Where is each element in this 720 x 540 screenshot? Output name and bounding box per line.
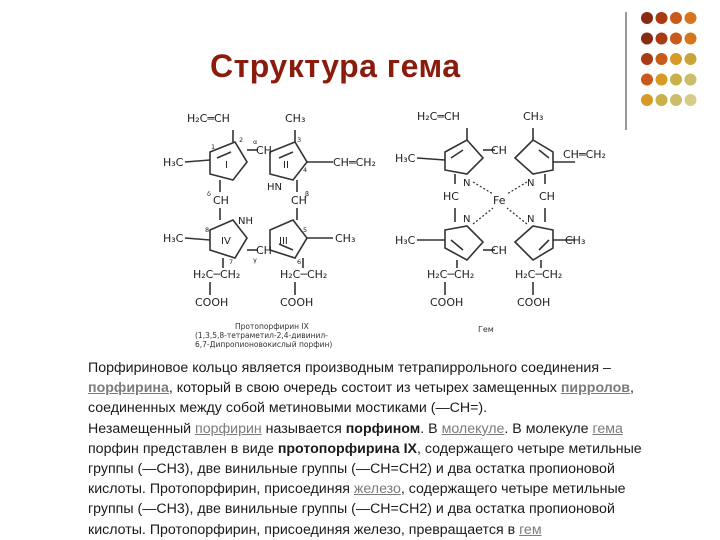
right-molecule-labels <box>395 110 606 309</box>
divider-line <box>625 12 627 130</box>
heme-label-ch-right: CH <box>539 190 555 203</box>
pos-8: 8 <box>205 226 210 234</box>
description-paragraph <box>88 358 713 540</box>
heme-label-ch-bridge-top: CH <box>491 144 507 157</box>
protoporphyrin-caption <box>195 322 332 349</box>
pos-7: 7 <box>229 258 234 266</box>
text-line-9 <box>88 520 713 540</box>
label-cooh-left: COOH <box>195 296 229 309</box>
label-h3c-left-bottom: H₃C <box>163 232 184 245</box>
decor-dot <box>641 12 653 24</box>
pos-2: 2 <box>239 136 244 144</box>
link-porfirina[interactable]: порфирина <box>88 380 169 397</box>
decor-dot <box>685 12 697 24</box>
label-ch-left: CH <box>213 194 229 207</box>
label-h2c-ch-top: H₂C═CH <box>187 112 230 125</box>
link-gema[interactable]: гема <box>592 420 623 437</box>
heme-label-n-bottom-right: N <box>527 214 535 225</box>
label-ring-II: II <box>283 160 289 171</box>
link-porfirin[interactable]: порфирин <box>195 420 262 437</box>
pos-gamma: γ <box>253 256 257 264</box>
link-pirrolov[interactable]: пирролов <box>560 380 630 397</box>
text-line-1: Порфириновое кольцо является производным тетрапиррольного соединения – <box>88 360 611 376</box>
label-ch-bridge-bottom: CH <box>256 244 272 257</box>
label-ring-I: I <box>225 160 228 171</box>
pos-4: 4 <box>303 166 308 174</box>
label-h2c-ch2-right: H₂C─CH₂ <box>280 268 328 281</box>
caption-line-3: 6,7-Дипропионовокислый порфин) <box>195 340 333 349</box>
decor-dot <box>670 33 682 45</box>
heme-label-ch-ch2-right: CH═CH₂ <box>563 148 606 161</box>
heme-label-cooh-right: COOH <box>517 296 551 309</box>
decor-dot <box>641 33 653 45</box>
label-ch-ch2-right: CH═CH₂ <box>333 156 376 169</box>
text-line-5 <box>88 439 713 459</box>
text-line-7-a: кислоты. Протопорфирин, присоединяя <box>88 481 354 498</box>
link-molekule[interactable]: молекуле <box>441 420 505 437</box>
link-gem[interactable]: гем <box>519 521 542 538</box>
heme-label-h3c-left-top: H₃C <box>395 152 416 165</box>
decor-dot <box>656 12 668 24</box>
pos-beta: β <box>305 190 310 198</box>
text-line-2-mid: , который в свою очередь состоит из четырех замещенных <box>168 380 561 397</box>
heme-caption: Гем <box>478 325 494 334</box>
heme-label-h2c-ch-top: H₂C═CH <box>417 110 460 123</box>
heme-label-n-top-left: N <box>463 178 471 189</box>
text-porfin-bold: порфином <box>345 420 421 437</box>
text-line-3: соединенных между собой метиновыми мостиками (—СН=). <box>88 400 488 417</box>
link-zhelezo[interactable]: железо <box>353 481 401 498</box>
decor-dot <box>670 94 682 106</box>
heme-label-n-top-right: N <box>527 178 535 189</box>
decor-dot <box>670 12 682 24</box>
decor-dot <box>670 74 682 86</box>
decor-dot <box>670 53 682 65</box>
caption-line-1: Протопорфирин IX <box>235 322 309 331</box>
text-line-2 <box>88 378 713 398</box>
pos-6: 6 <box>297 258 302 266</box>
decor-dot <box>656 74 668 86</box>
pos-alpha: α <box>253 138 258 146</box>
pos-1: 1 <box>211 143 216 151</box>
heme-label-h2c-ch2-right: H₂C─CH₂ <box>515 268 563 281</box>
decor-dot <box>685 74 697 86</box>
heme-label-ch3-bottom: CH₃ <box>565 234 586 247</box>
decor-dot <box>656 53 668 65</box>
pos-3: 3 <box>297 136 302 144</box>
caption-line-2: (1,3,5,8-тетраметил-2,4-дивинил- <box>195 331 328 340</box>
text-line-9-a: кислоты. Протопорфирин, присоединяя железо, превращается в <box>88 521 520 538</box>
heme-label-h3c-left-bottom: H₃C <box>395 234 416 247</box>
text-line-8: группы (—СН3), две винильные группы (—СН=СН2) и два остатка пропионовой <box>88 501 615 518</box>
text-line-4-d: . В молекуле <box>504 420 593 437</box>
text-line-5-a: порфин представлен в виде <box>88 440 278 457</box>
heme-label-fe: Fe <box>493 194 506 207</box>
pos-5: 5 <box>303 226 308 234</box>
text-line-4 <box>88 419 713 439</box>
decor-dot <box>656 94 668 106</box>
heme-label-n-bottom-left: N <box>463 214 471 225</box>
decor-dot <box>685 94 697 106</box>
label-ring-III: III <box>279 236 288 247</box>
label-ch3-bottom: CH₃ <box>335 232 356 245</box>
label-h2c-ch2-left: H₂C─CH₂ <box>193 268 241 281</box>
decor-dot <box>685 33 697 45</box>
label-ch-bridge-top: CH <box>256 144 272 157</box>
text-line-7-b: , содержащего четыре метильные <box>400 481 626 498</box>
text-line-7 <box>88 479 713 499</box>
decor-dot <box>685 53 697 65</box>
heme-label-ch3-top: CH₃ <box>523 110 544 123</box>
heme-label-cooh-left: COOH <box>430 296 464 309</box>
heme-structure-diagram <box>155 100 615 355</box>
text-line-4-b: называется <box>261 420 346 437</box>
left-molecule-labels <box>163 112 376 309</box>
text-line-6: группы (—СН3), две винильные группы (—СН=СН2) и два остатка пропионовой <box>88 461 615 478</box>
decor-dot <box>656 33 668 45</box>
label-nh: NH <box>238 216 253 227</box>
decor-dot <box>641 94 653 106</box>
label-ring-IV: IV <box>221 236 231 247</box>
heme-label-hc-left: HC <box>443 190 459 203</box>
heme-label-h2c-ch2-left: H₂C─CH₂ <box>427 268 475 281</box>
text-line-4-c: . В <box>420 420 442 437</box>
label-ch-right: CH <box>291 194 307 207</box>
label-hn: HN <box>267 182 282 193</box>
text-line-2-end: , <box>629 380 634 397</box>
pos-delta: δ <box>207 190 211 198</box>
text-line-4-a: Незамещенный <box>88 420 196 437</box>
text-line-5-b: , содержащего четыре метильные <box>417 440 642 457</box>
heme-label-ch-bridge-bottom: CH <box>491 244 507 257</box>
label-h3c-left-top: H₃C <box>163 156 184 169</box>
text-protoporphyrin-bold: протопорфирина IX <box>277 440 418 457</box>
slide-title: Структура гема <box>210 48 461 84</box>
decor-dot <box>641 53 653 65</box>
label-cooh-right: COOH <box>280 296 314 309</box>
decor-dot <box>641 74 653 86</box>
label-ch3-top: CH₃ <box>285 112 306 125</box>
